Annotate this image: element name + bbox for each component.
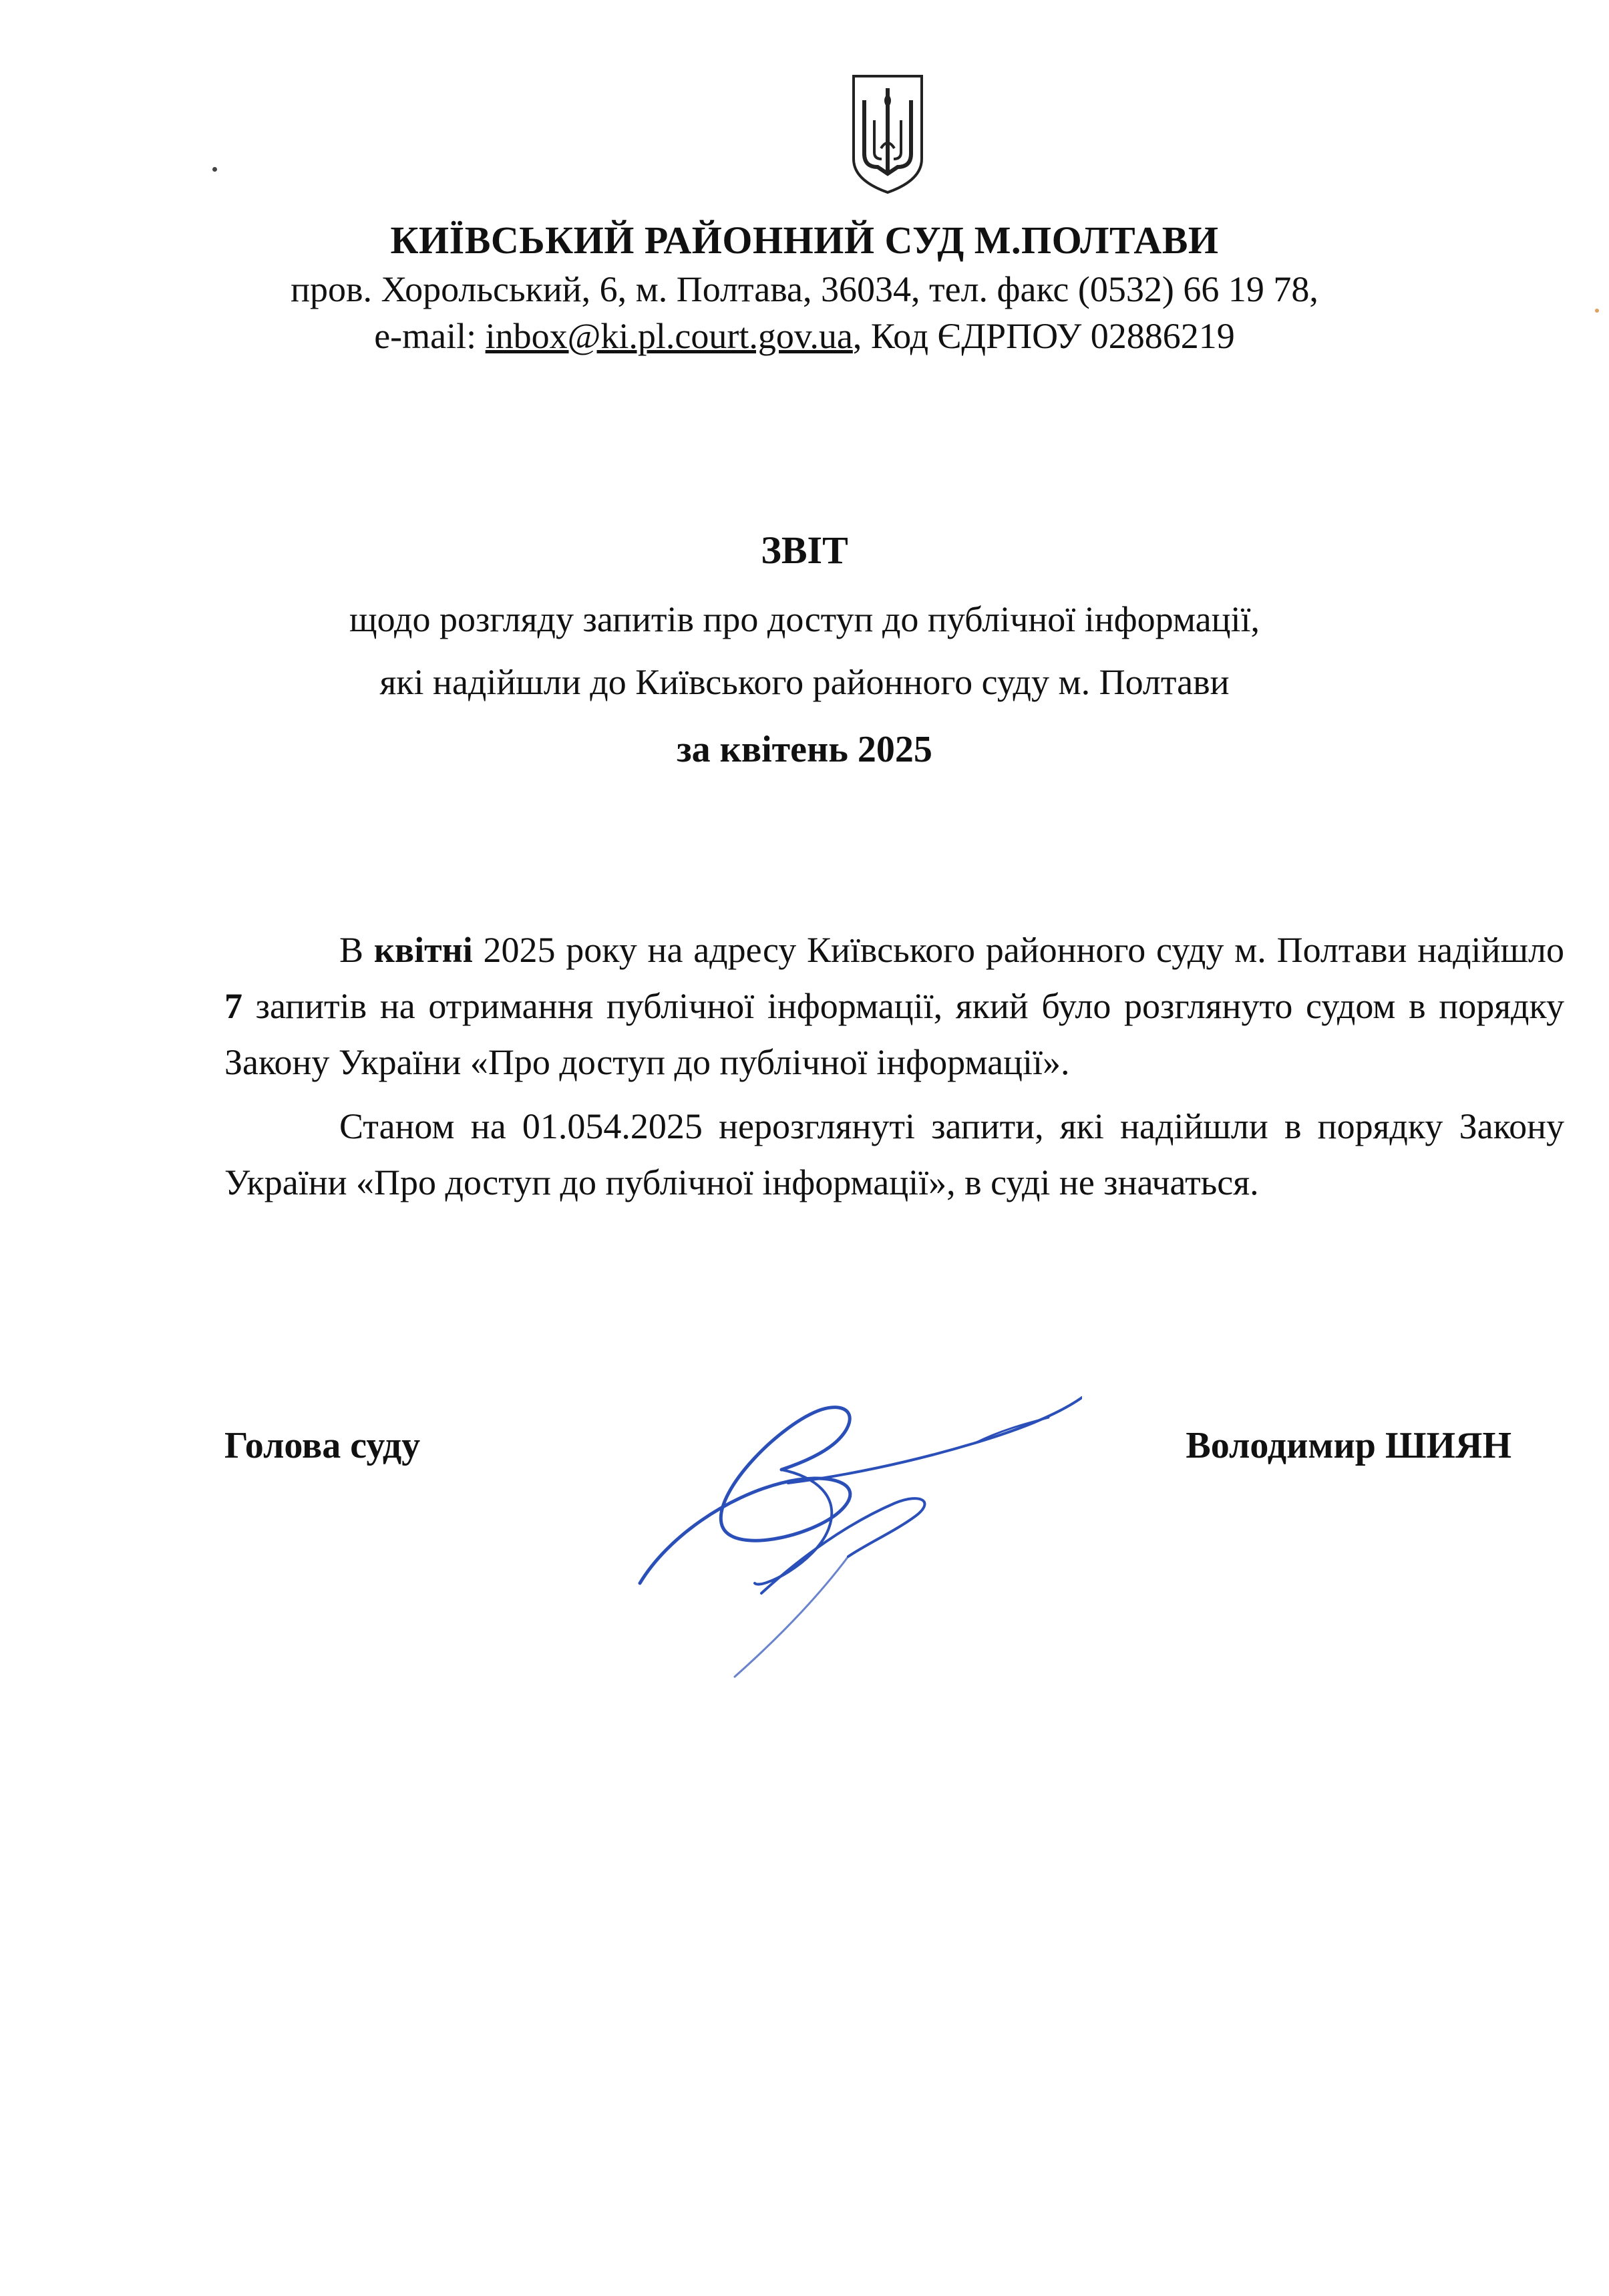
email-prefix: e-mail: <box>374 316 486 356</box>
paragraph-received <box>224 922 1564 1090</box>
scan-speck <box>212 167 217 172</box>
edrpou-code: , Код ЄДРПОУ 02886219 <box>852 316 1235 356</box>
trident-emblem-icon <box>851 73 924 195</box>
p1-c: 2025 року на адресу Київського районного суду м. Полтави надійшло <box>472 930 1564 970</box>
p1-month: квітні <box>373 930 473 970</box>
court-contacts <box>0 315 1609 357</box>
scan-speck <box>1595 309 1599 313</box>
court-name: КИЇВСЬКИЙ РАЙОННИЙ СУД М.ПОЛТАВИ <box>390 218 1219 262</box>
court-address: пров. Хорольський, 6, м. Полтава, 36034, тел. факс (0532) 66 19 78, <box>291 269 1318 309</box>
report-subtitle-1: щодо розгляду запитів про доступ до публічної інформації, <box>349 599 1260 639</box>
handwritten-signature <box>628 1383 1082 1690</box>
signatory-position: Голова суду <box>224 1425 421 1466</box>
paragraph-pending: Станом на 01.054.2025 нерозглянуті запити, які надійшли в порядку Закону України «Про доступ до публічної інформації», в суді не значаться. <box>224 1106 1564 1202</box>
report-period: за квітень 2025 <box>677 729 932 770</box>
signatory-name: Володимир ШИЯН <box>1186 1425 1511 1466</box>
email-link[interactable]: inbox@ki.pl.court.gov.ua <box>485 316 853 356</box>
p1-a: В <box>339 930 374 970</box>
report-title: ЗВІТ <box>761 528 848 572</box>
p1-count: 7 <box>224 986 242 1026</box>
report-subtitle-2: які надійшли до Київського районного суду м. Полтави <box>379 662 1230 702</box>
p1-e: запитів на отримання публічної інформації, який було розглянуто судом в порядку Закону України «Про доступ до публічної інформації». <box>224 986 1564 1082</box>
